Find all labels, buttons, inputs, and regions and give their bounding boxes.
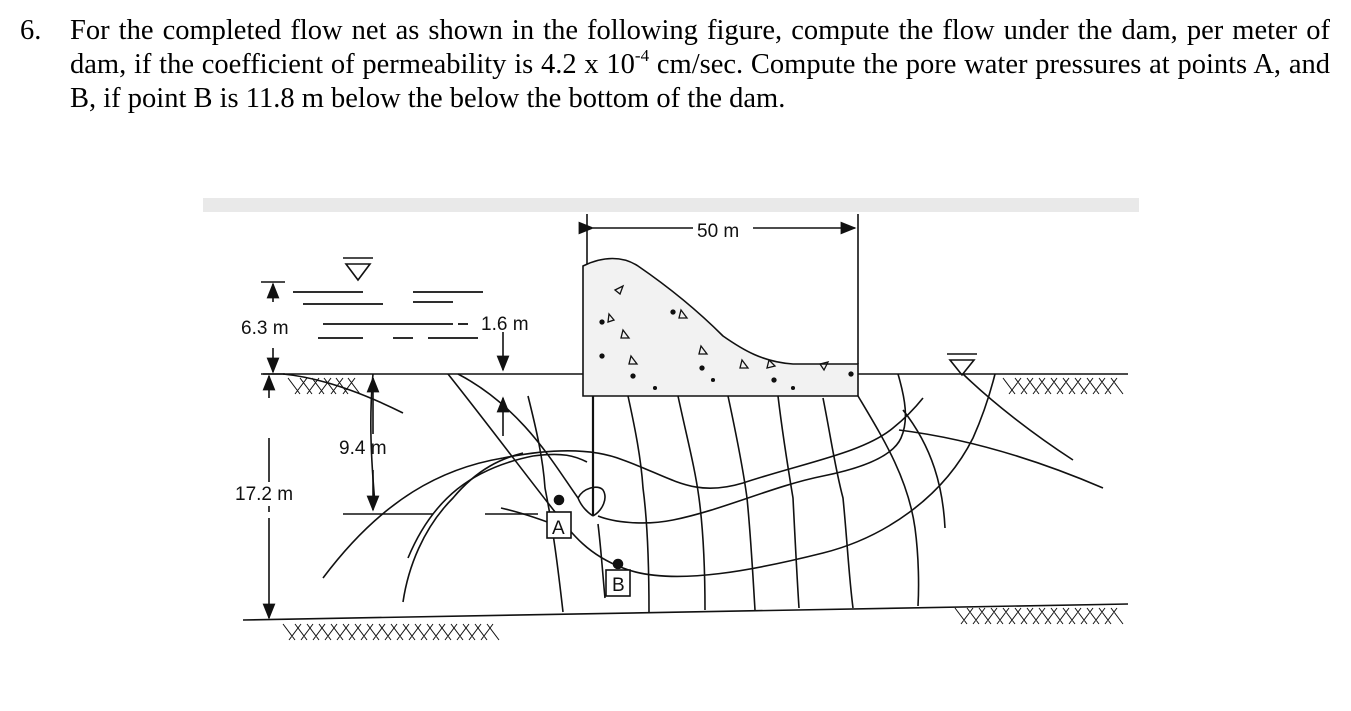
problem-text-part2: cm/sec. Compute the pore water pressures at points A, and B, if point B is 11.8 m below the below the bottom of the dam.: [70, 49, 1330, 114]
label-9-4m: 9.4 m: [339, 438, 387, 459]
problem-statement: [20, 14, 1330, 116]
label-50m: 50 m: [697, 221, 740, 242]
flow-net-diagram: [203, 198, 1139, 648]
upstream-water-level-triangle-icon: [343, 258, 373, 280]
problem-text-part1: For the completed flow net as shown in the following figure, compute the flow under the dam, per meter of dam, if the coefficient of permeability is 4.2 x 10: [70, 15, 1330, 80]
label-6-3m: 6.3 m: [241, 318, 289, 339]
dam-body: [583, 259, 858, 397]
dimension-1-6m: [485, 332, 538, 514]
label-17-2m: 17.2 m: [235, 484, 294, 505]
point-b-marker: [614, 560, 623, 569]
hatching-icon: [283, 378, 1123, 640]
permeability-exponent: -4: [634, 45, 650, 65]
label-point-a: A: [552, 518, 565, 539]
upstream-water-surface: [293, 292, 483, 338]
flow-lines: [323, 374, 1103, 602]
point-a-marker: [555, 496, 564, 505]
impervious-layer-line: [243, 604, 1128, 620]
downstream-water-level-triangle-icon: [947, 354, 977, 375]
label-1-6m: 1.6 m: [481, 314, 529, 335]
label-point-b: B: [612, 575, 625, 596]
flow-net-figure: [203, 198, 1139, 653]
scan-band: [203, 198, 1139, 212]
problem-text: [70, 14, 1330, 116]
problem-number: 6.: [20, 15, 42, 46]
